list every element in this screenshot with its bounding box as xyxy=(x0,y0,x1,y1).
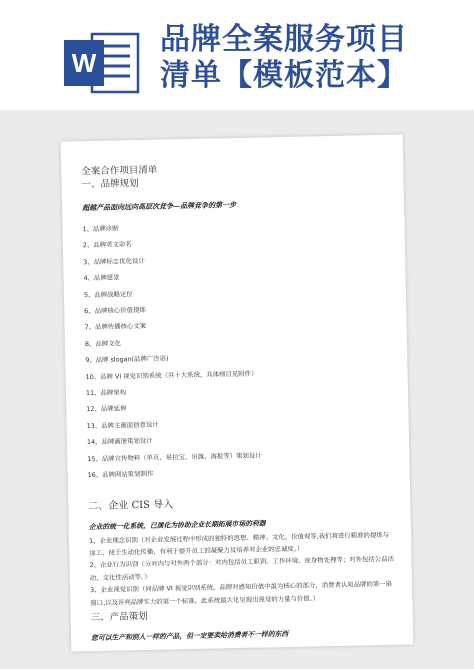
title-line-1: 品牌全案服务项目 xyxy=(160,22,408,57)
word-document-icon xyxy=(62,28,142,98)
list-item: 13、品牌主画面创意设计 xyxy=(86,420,159,431)
document-content xyxy=(81,159,397,646)
section-1-heading: 一、品牌规划 xyxy=(81,178,139,191)
list-item: 5、品牌战略定位 xyxy=(83,289,133,299)
section-1-list xyxy=(82,215,393,484)
title-line-2: 清单【模板范本】 xyxy=(160,58,408,93)
paragraph: 1、企业理念识别（对企业发展过程中形成的独特的思想、精神、文化、价值观等,我们将进行精准的提炼与加工，使于生动化传播，有利于提升员工的凝聚力及培养对企业的忠诚度。） xyxy=(88,530,390,558)
section-3-heading: 三、产品策划 xyxy=(90,610,148,624)
section-2-lead: 企业的统一化系统，已演化为协助企业长期拓展市场的利器 xyxy=(88,518,266,531)
paragraph: 2、企业行为识别（分对内与对外两个部分：对内包括员工职训、工作环境、度身物处理等；对外包括公益活动、文化性活动等。） xyxy=(89,555,395,582)
header-banner xyxy=(0,0,474,110)
page-title xyxy=(160,22,460,94)
list-item: 15、品牌宣传物料（单页、易拉宝、吊旗、海报等）策划设计 xyxy=(87,451,262,463)
list-item: 1、品牌诊断 xyxy=(82,224,119,234)
list-item: 12、品牌延伸 xyxy=(86,404,127,414)
section-3-lead: 您可以生产和别人一样的产品，但一定要卖给消费者不一样的东西 xyxy=(91,629,289,643)
section-1-lead: 超越产品面向远向高层次竞争—品牌竞争的第一步 xyxy=(81,199,237,213)
list-item: 11、品牌架构 xyxy=(85,388,127,398)
paragraph: 3、企业视觉识别（同品牌 VI 视觉识别系统，品牌对感知价值中最为核心的部分，消费者认知品牌的第一扇窗口,以及评判品牌实力的第一个标准，此系统最大化呈现出视觉的力量与价值。） xyxy=(90,579,393,607)
word-icon-letter: W xyxy=(71,48,97,78)
list-item: 14、品牌画册策划设计 xyxy=(86,437,153,447)
list-item: 6、品牌核心价值提炼 xyxy=(84,305,146,316)
section-2-heading: 二、企业 CIS 导入 xyxy=(88,498,174,512)
list-item: 2、品牌英文命名 xyxy=(82,240,132,250)
document-preview xyxy=(61,134,414,651)
list-item: 8、品牌文化 xyxy=(84,339,122,349)
list-item: 3、品牌标志优化设计 xyxy=(83,256,145,267)
document-title: 全案合作项目清单 xyxy=(81,164,158,178)
list-item: 16、品牌网站策划制作 xyxy=(87,469,154,480)
list-item: 9、品牌 slogan(品牌广告语) xyxy=(85,354,169,365)
list-item: 10、品牌 VI 视觉识别系统（共十大系统，具体细目见附件） xyxy=(85,369,258,381)
list-item: 4、品牌愿景 xyxy=(83,273,120,283)
list-item: 7、品牌传播核心文案 xyxy=(84,322,147,332)
